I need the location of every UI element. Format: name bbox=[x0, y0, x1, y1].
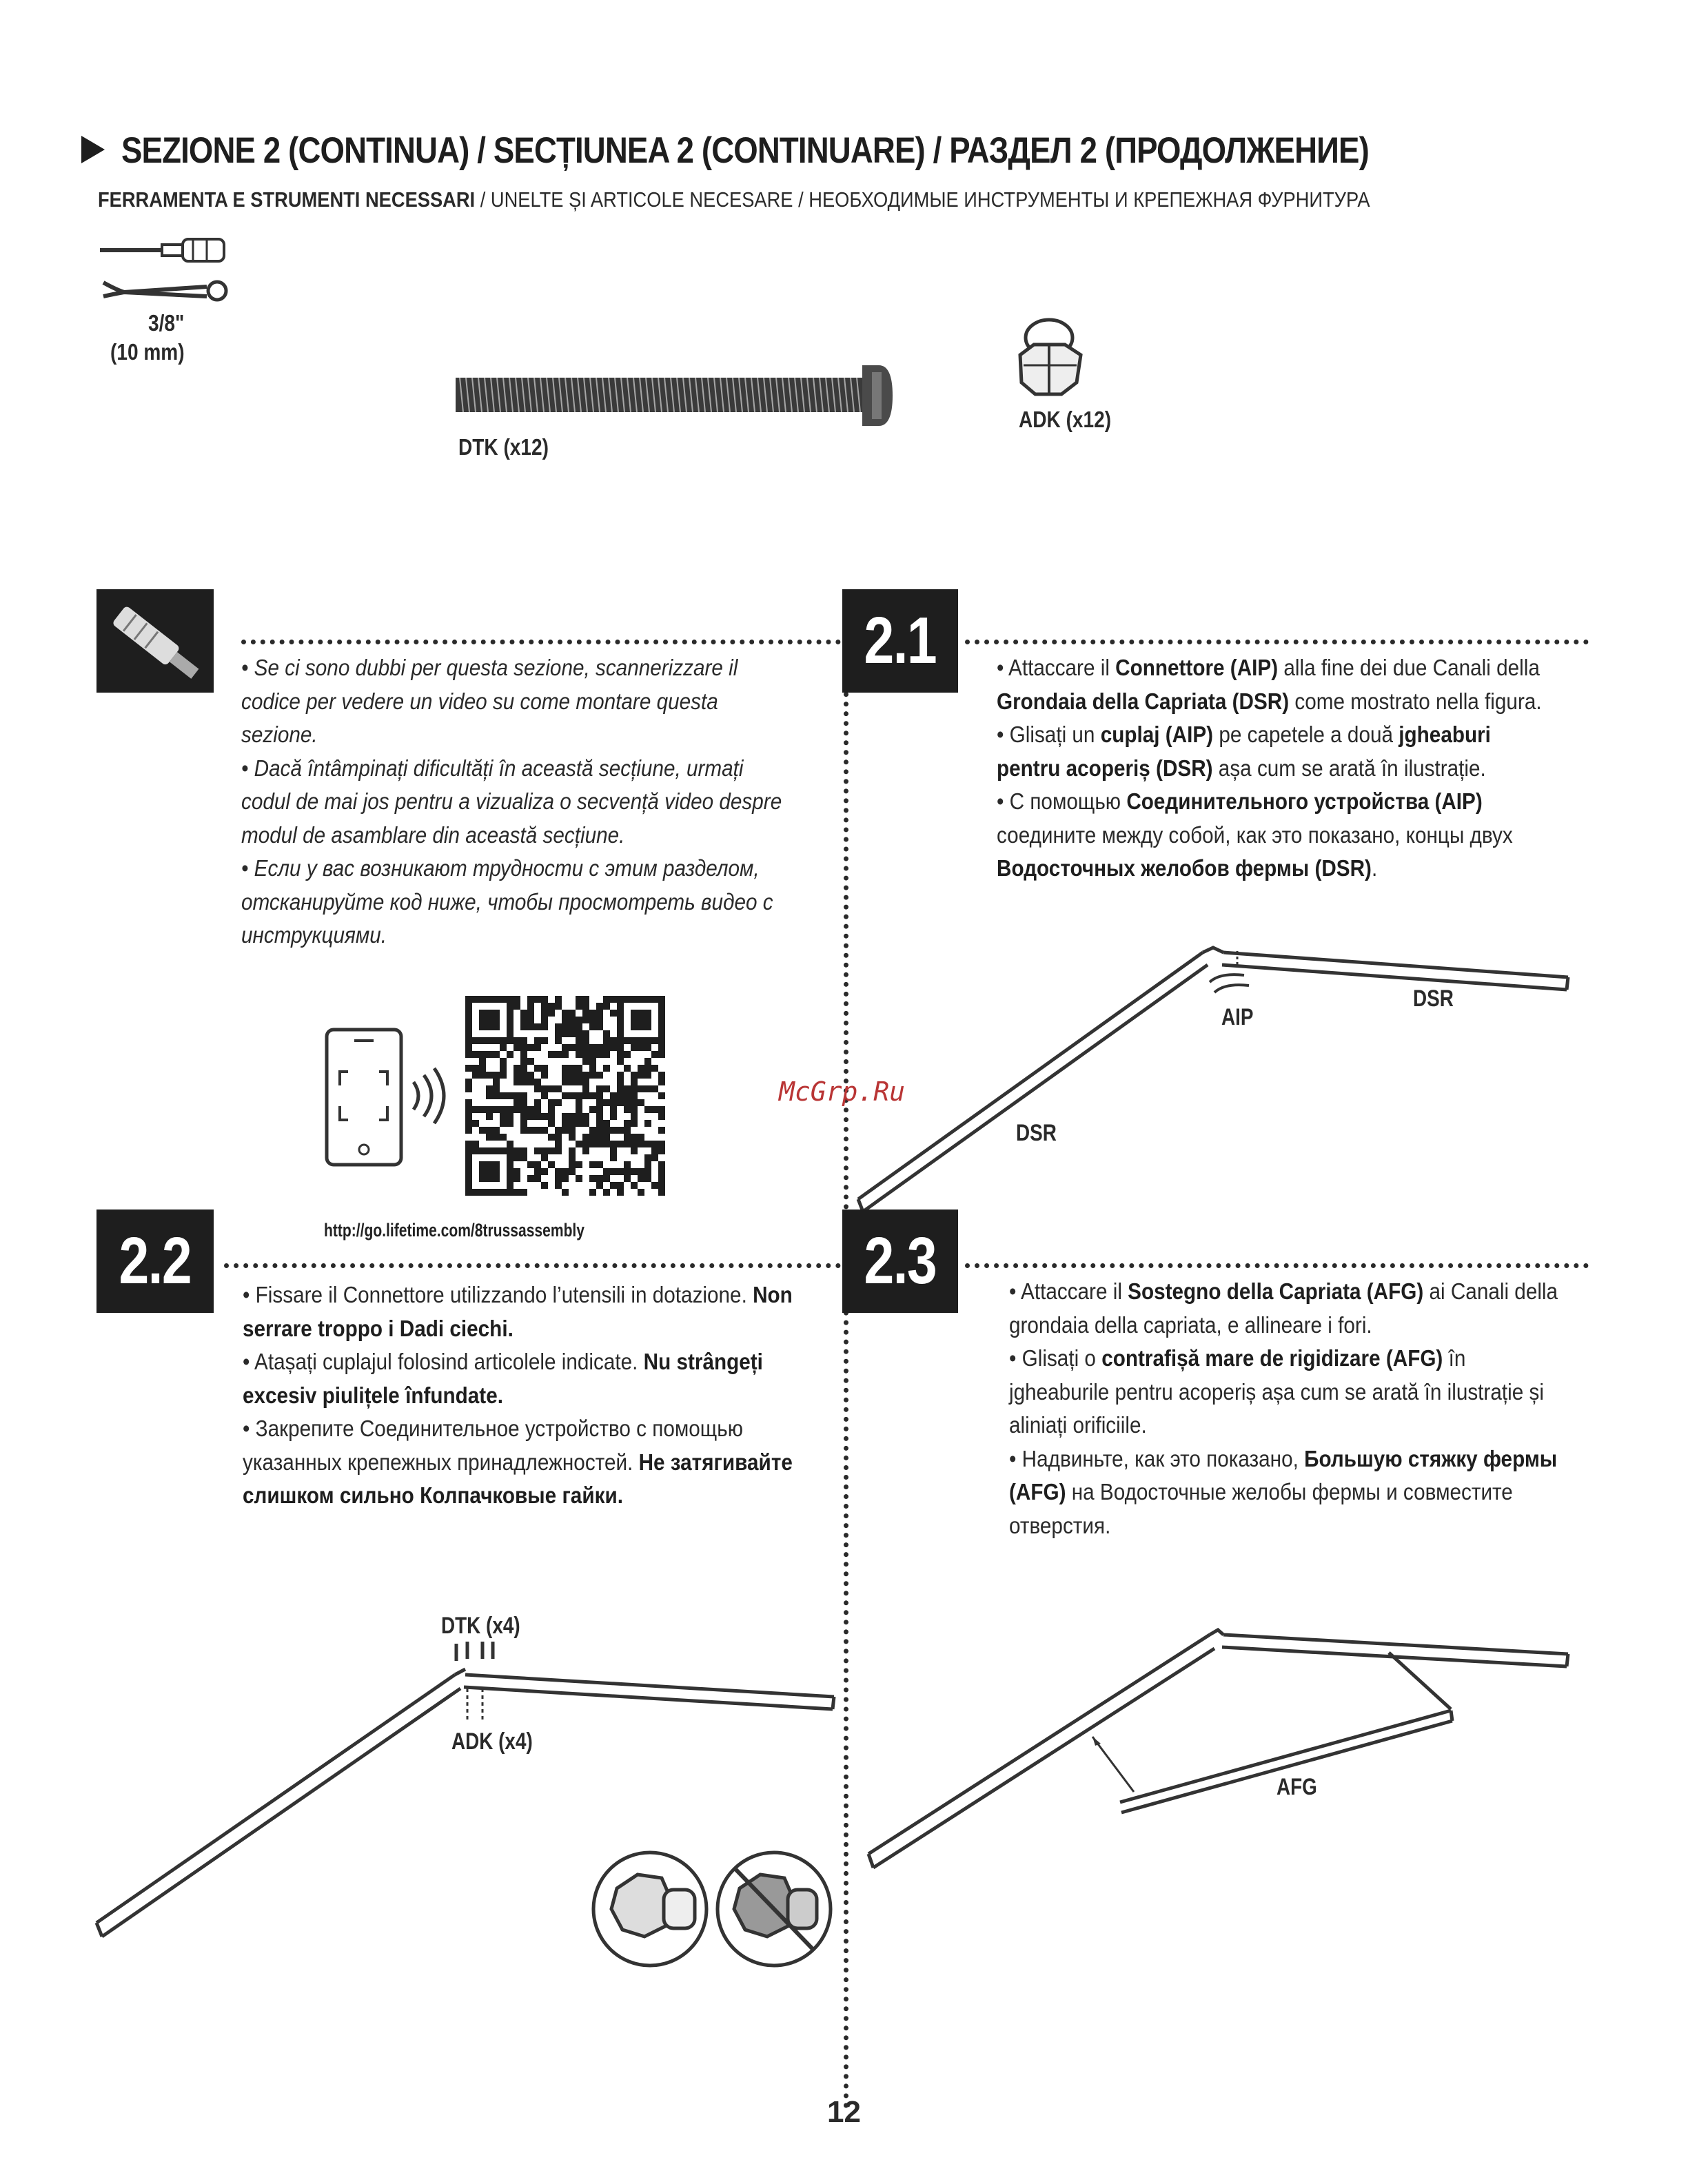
label-aip: AIP bbox=[1221, 1004, 1254, 1030]
video-url-link[interactable]: http://go.lifetime.com/8trussassembly bbox=[324, 1220, 585, 1241]
screwdriver-bit-icon bbox=[96, 589, 214, 693]
step-2-2-it: • Fissare il Connettore utilizzando l’utensili in dotazione. Non serrare troppo i Dadi ciechi. bbox=[243, 1282, 793, 1341]
dtk-bolt-label: DTK (x12) bbox=[458, 434, 549, 460]
step-2-3-badge: 2.3 bbox=[842, 1210, 958, 1313]
nut-correct-icon bbox=[593, 1853, 706, 1966]
subtitle-ru: НЕОБХОДИМЫЕ ИНСТРУМЕНТЫ И КРЕПЕЖНАЯ ФУРНИТУРА bbox=[809, 187, 1370, 212]
step-2-2-ro: • Atașați cuplajul folosind articolele indicate. Nu strângeți excesiv piulițele înfundate. bbox=[243, 1349, 763, 1408]
step-2-2-ru: • Закрепите Соединительное устройство с помощью указанных крепежных принадлежностей. Не затягивайте слишком сильно Колпачковые гайки. bbox=[243, 1416, 793, 1508]
step-2-1-ru: • С помощью Соединительного устройства (AIP) соедините между собой, как это показано, концы двух Водосточных желобов фермы (DSR). bbox=[997, 788, 1513, 881]
label-afg: AFG bbox=[1277, 1774, 1317, 1800]
page-number: 12 bbox=[827, 2095, 861, 2129]
nut-detail-icons bbox=[589, 1847, 837, 1974]
video-note-ro: • Dacă întâmpinați dificultăți în această secțiune, urmați codul de mai jos pentru a vizualiza o secvență video despre modul de asamblare din această secțiune. bbox=[241, 755, 782, 848]
subtitle-separator: / bbox=[793, 187, 809, 212]
video-note-text bbox=[241, 651, 793, 952]
watermark: McGrp.Ru bbox=[779, 1076, 906, 1107]
top-left-divider bbox=[241, 640, 841, 644]
label-dsr-left: DSR bbox=[1016, 1120, 1057, 1146]
page-subtitle bbox=[98, 187, 1370, 212]
label-dsr-right: DSR bbox=[1413, 986, 1454, 1012]
title-arrow-icon bbox=[81, 136, 105, 163]
wrench-icon bbox=[96, 276, 234, 310]
label-adk-x4: ADK (x4) bbox=[451, 1728, 533, 1755]
step-2-3-diagram bbox=[865, 1626, 1582, 1902]
step-2-1-text bbox=[997, 651, 1555, 886]
wrench-metric-label: (10 mm) bbox=[110, 339, 185, 365]
mid-right-divider bbox=[965, 1263, 1589, 1268]
step-2-3-ru: • Надвиньте, как это показано, Большую стяжку фермы (AFG) на Водосточные желобы фермы и совместите отверстия. bbox=[1009, 1445, 1558, 1538]
step-2-1-ro: • Glisați un cuplaj (AIP) pe capetele a două jgheaburi pentru acoperiș (DSR) așa cum se arată în ilustrație. bbox=[997, 722, 1491, 781]
dtk-bolt-icon bbox=[451, 351, 893, 441]
step-2-2-text bbox=[243, 1278, 801, 1513]
wrench-size-label: 3/8" bbox=[148, 310, 185, 336]
step-2-1-badge: 2.1 bbox=[842, 589, 958, 693]
video-tool-badge bbox=[96, 589, 214, 693]
nut-overtightened-icon bbox=[718, 1853, 831, 1966]
step-2-3-ro: • Glisați o contrafișă mare de rigidizare (AFG) în jgheaburile pentru acoperiș așa cum se arată în ilustrație și aliniați orificiile. bbox=[1009, 1345, 1544, 1438]
video-note-it: • Se ci sono dubbi per questa sezione, scannerizzare il codice per vedere un video su come montare questa sezione. bbox=[241, 655, 738, 747]
subtitle-ro: UNELTE ȘI ARTICOLE NECESARE bbox=[490, 187, 793, 212]
step-2-1-diagram bbox=[855, 944, 1578, 1220]
adk-nut-icon bbox=[1013, 317, 1089, 400]
page-title: SEZIONE 2 (CONTINUA) / SECȚIUNEA 2 (CONTINUARE) / РАЗДЕЛ 2 (ПРОДОЛЖЕНИЕ) bbox=[121, 130, 1369, 171]
step-2-2-badge: 2.2 bbox=[96, 1210, 214, 1313]
subtitle-it: FERRAMENTA E STRUMENTI NECESSARI bbox=[98, 187, 476, 212]
phone-icon bbox=[324, 1027, 462, 1172]
adk-nut-label: ADK (x12) bbox=[1019, 407, 1112, 432]
label-dtk-x4: DTK (x4) bbox=[441, 1613, 520, 1639]
step-2-3-it: • Attaccare il Sostegno della Capriata (AFG) ai Canali della grondaia della capriata, e allineare i fori. bbox=[1009, 1278, 1558, 1338]
video-note-ru: • Если у вас возникают трудности с этим разделом, отсканируйте код ниже, чтобы просмотреть видео с инструкциями. bbox=[241, 855, 773, 948]
subtitle-separator: / bbox=[475, 187, 491, 212]
top-right-divider bbox=[965, 640, 1589, 644]
step-2-3-text bbox=[1009, 1275, 1561, 1542]
step-2-1-it: • Attaccare il Connettore (AIP) alla fine dei due Canali della Grondaia della Capriata (DSR) come mostrato nella figura. bbox=[997, 655, 1542, 714]
mid-left-divider bbox=[224, 1263, 841, 1268]
qr-code-icon bbox=[465, 996, 672, 1199]
